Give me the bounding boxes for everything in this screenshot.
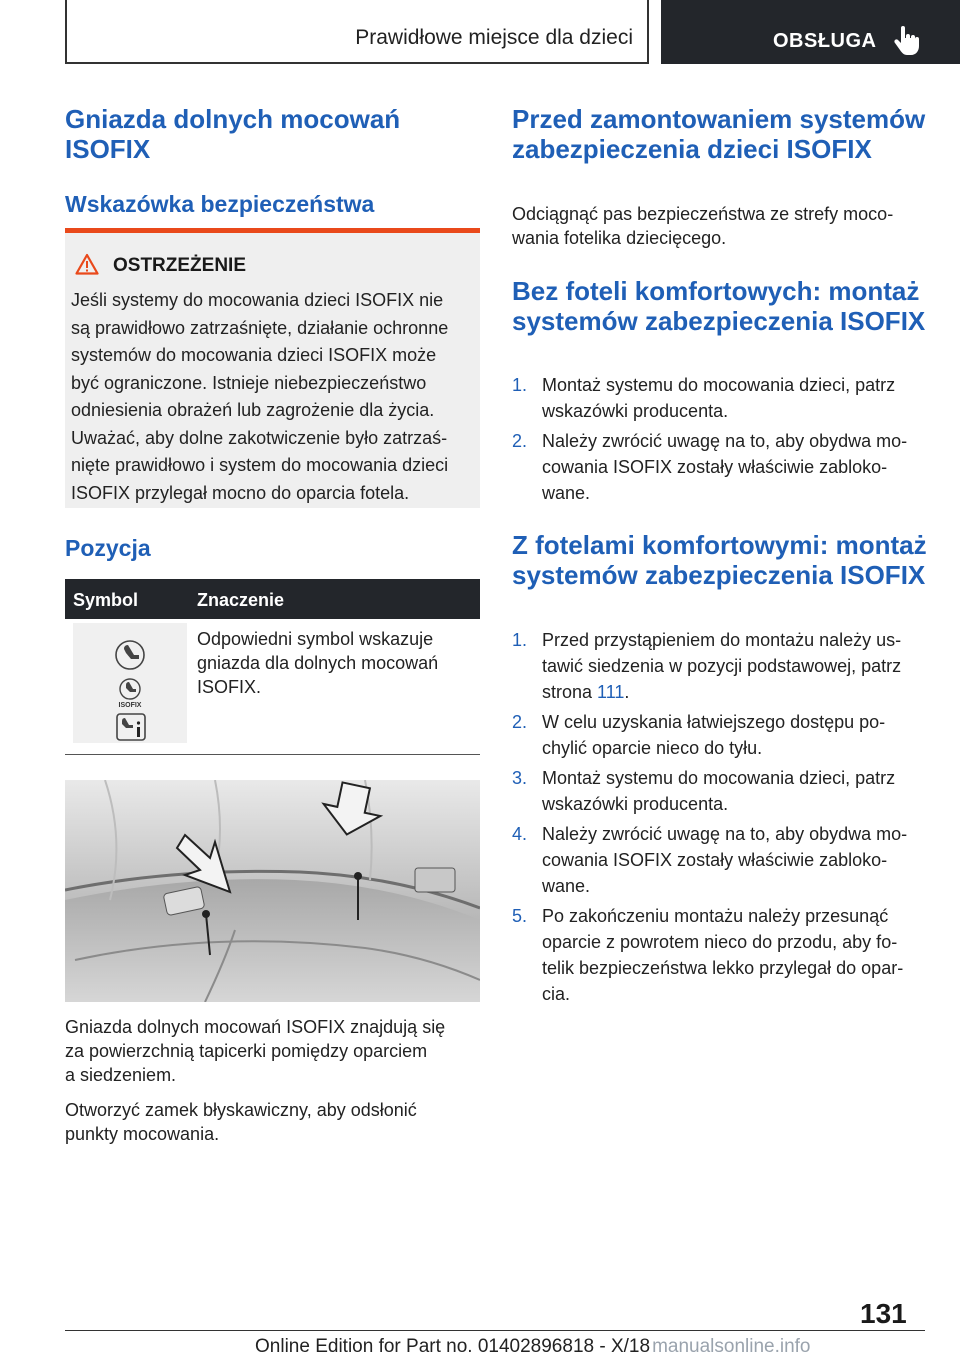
warning-box (65, 228, 480, 508)
warning-line: są prawidłowo zatrzaśnięte, działanie ochronne (71, 317, 449, 338)
meaning-line: gniazda dla dolnych mocowań (197, 653, 439, 673)
section-tab (661, 0, 960, 64)
right-title-wrap (512, 104, 927, 164)
isofix-symbols-icon (73, 623, 187, 743)
step-text: Należy zwrócić uwagę na to, aby obydwa mo- cowania ISOFIX zostały właściwie zabloko- wane. (542, 431, 908, 503)
rear-seat-photo (65, 780, 480, 1002)
section-title-without-comfort: Bez foteli komfortowych: montaż systemów zabezpieczenia ISOFIX (512, 276, 926, 336)
step-text: W celu uzyskania łatwiejszego dostępu po- chylić oparcie nieco do tyłu. (542, 712, 886, 758)
edition-text: Online Edition for Part no. 01402896818 - X/18 (255, 1336, 651, 1357)
para-line: wania fotelika dziecięcego. (512, 228, 727, 248)
step-text: Przed przystąpieniem do montażu należy us- tawić siedzenia w pozycji podstawowej, patrz strona (542, 630, 902, 702)
warning-line: Uważać, aby dolne zakotwiczenie było zatrzaś- (71, 427, 448, 448)
step-number: 4. (512, 824, 528, 844)
sec2-title-wrap (512, 530, 927, 590)
step-text: Montaż systemu do mocowania dzieci, patrz wskazówki producenta. (542, 768, 896, 814)
page-link[interactable]: 111 (597, 682, 625, 702)
left-heading (65, 104, 480, 164)
list-item (512, 627, 927, 705)
sec1-title-wrap (512, 276, 932, 336)
position-heading: Pozycja (65, 535, 151, 561)
list-item (512, 709, 927, 761)
warning-line: ISOFIX przylegał mocno do oparcia fotela. (71, 482, 410, 503)
step-number: 1. (512, 630, 528, 650)
warning-line: nięte prawidłowo i system do mocowania dzieci (71, 455, 449, 475)
sec1-steps (512, 372, 927, 510)
list-item (512, 428, 927, 506)
paragraph-location (65, 1015, 480, 1087)
section-label: OBSŁUGA (773, 30, 877, 52)
position-heading-wrap (65, 533, 151, 563)
warning-line: Jeśli systemy do mocowania dzieci ISOFIX nie (71, 290, 444, 310)
sec2-steps (512, 627, 927, 1011)
warning-triangle-icon (75, 253, 99, 275)
section-title-with-comfort: Z fotelami komfortowymi: montaż systemów zabezpieczenia ISOFIX (512, 530, 927, 590)
chapter-title: Prawidłowe miejsce dla dzieci (355, 26, 633, 49)
warning-text (71, 287, 473, 507)
list-item (512, 765, 927, 817)
warning-heading: OSTRZEŻENIE (113, 255, 247, 276)
para-line: Gniazda dolnych mocowań ISOFIX znajdują się (65, 1017, 446, 1037)
page-number: 131 (860, 1298, 907, 1329)
para-line: Otworzyć zamek błyskawiczny, aby odsłonić (65, 1100, 417, 1120)
step-text: Należy zwrócić uwagę na to, aby obydwa mo- cowania ISOFIX zostały właściwie zabloko- wane. (542, 824, 908, 896)
para-line: punkty mocowania. (65, 1124, 220, 1144)
footer-divider (65, 1330, 925, 1331)
section-title-isofix: Gniazda dolnych mocowań ISOFIX (65, 104, 401, 164)
header-tab (65, 0, 649, 64)
step-text-end: . (624, 682, 630, 702)
pointing-hand-icon (893, 26, 919, 56)
symbol-cell (73, 623, 187, 743)
step-number: 5. (512, 906, 528, 926)
paragraph-zipper (65, 1098, 480, 1146)
step-text: Po zakończeniu montażu należy przesunąć oparcie z powrotem nieco do przodu, aby fo- telik bezpieczeństwa lekko przylegał do opar- cia. (542, 906, 904, 1004)
warning-line: systemów do mocowania dzieci ISOFIX może (71, 345, 437, 365)
para-line: Odciągnąć pas bezpieczeństwa ze strefy moco- (512, 204, 894, 224)
warning-line: być ograniczone. Istnieje niebezpieczeństwo (71, 372, 427, 393)
step-number: 2. (512, 431, 528, 451)
meaning-line: Odpowiedni symbol wskazuje (197, 629, 434, 649)
step-number: 1. (512, 375, 528, 395)
isofix-small-label: ISOFIX (118, 702, 142, 709)
col-meaning: Znaczenie (197, 590, 285, 610)
watermark: manualsonline.info (652, 1336, 811, 1357)
meaning-line: ISOFIX. (197, 677, 262, 697)
section-title-before-install: Przed zamontowaniem systemów zabezpieczenia dzieci ISOFIX (512, 104, 926, 164)
list-item (512, 821, 927, 899)
warning-line: odniesienia obrażeń lub zagrożenie dla życia. (71, 400, 435, 420)
table-row (65, 619, 480, 755)
para-line: za powierzchnią tapicerki pomiędzy oparciem (65, 1041, 428, 1061)
para-line: a siedzeniem. (65, 1065, 177, 1085)
symbol-meaning (197, 627, 467, 699)
col-symbol: Symbol (73, 590, 139, 610)
subtitle-safety: Wskazówka bezpieczeństwa (65, 191, 375, 217)
list-item (512, 372, 927, 424)
left-subtitle-wrap (65, 189, 480, 219)
step-text: Montaż systemu do mocowania dzieci, patrz wskazówki producenta. (542, 375, 896, 421)
step-number: 2. (512, 712, 528, 732)
footer-edition (255, 1336, 811, 1358)
step-number: 3. (512, 768, 528, 788)
list-item (512, 903, 927, 1007)
table-header (65, 579, 480, 619)
intro-paragraph (512, 202, 927, 250)
